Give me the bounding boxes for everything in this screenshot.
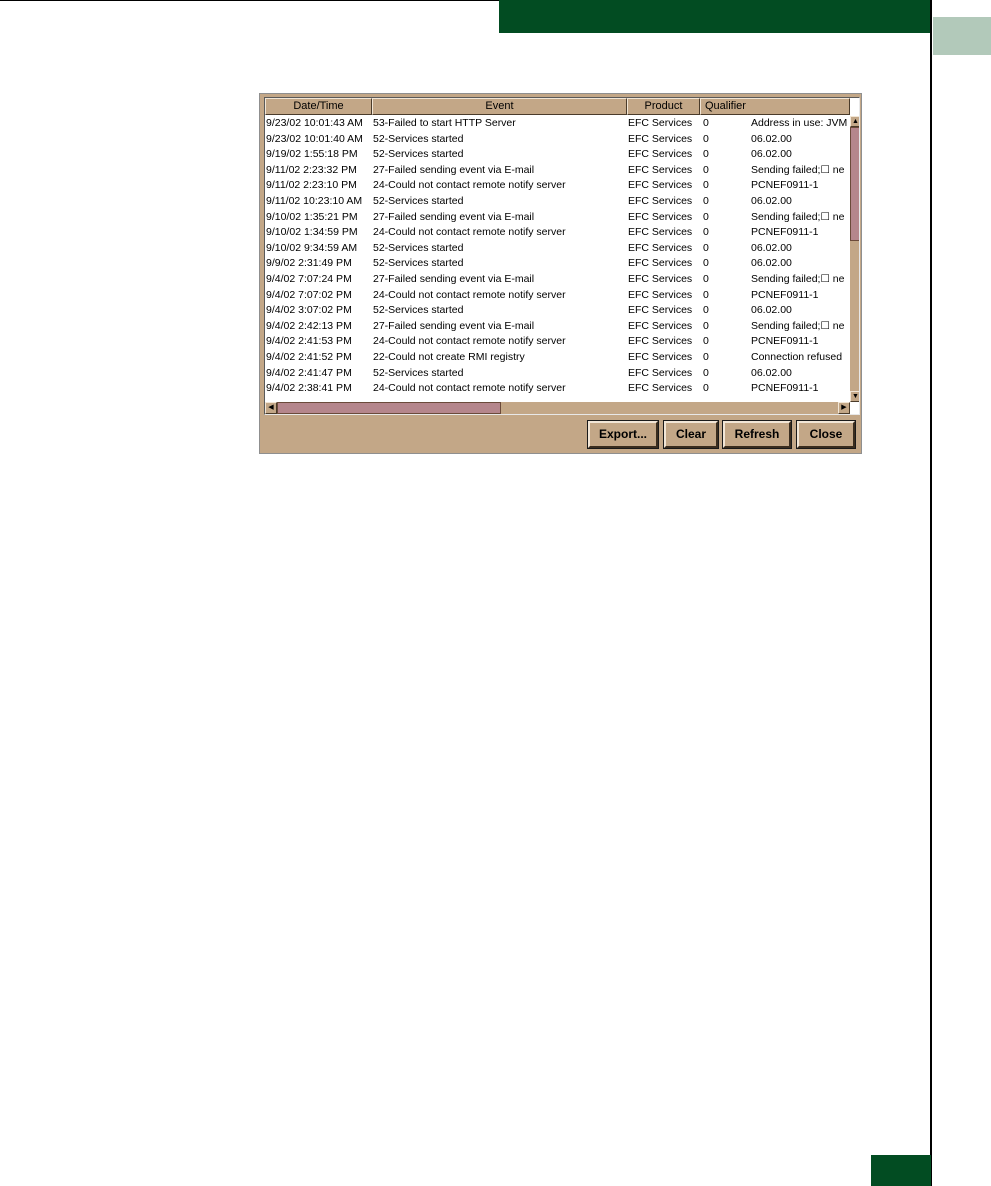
table-row[interactable] — [265, 350, 850, 366]
arrow-up-icon[interactable]: ▲ — [850, 116, 860, 127]
cell-qualifier: 0 — [703, 273, 709, 285]
refresh-button[interactable]: Refresh — [723, 421, 791, 448]
cell-date-time: 9/11/02 2:23:10 PM — [266, 179, 357, 192]
cell-product: EFC Services — [628, 241, 693, 254]
page-footer-block — [871, 1155, 931, 1186]
cell-date-time: 9/23/02 10:01:40 AM — [266, 132, 363, 145]
export-button[interactable]: Export... — [588, 421, 658, 448]
column-header-product[interactable]: Product — [627, 98, 700, 115]
table-row[interactable] — [265, 303, 850, 319]
arrow-right-icon[interactable]: ▶ — [838, 402, 850, 414]
cell-product: EFC Services — [628, 132, 693, 145]
cell-detail: 06.02.00 — [751, 148, 792, 161]
arrow-down-icon[interactable]: ▼ — [850, 391, 860, 402]
table-row[interactable] — [265, 210, 850, 226]
cell-event: 52-Services started — [373, 241, 464, 254]
cell-detail: PCNEF0911-1 — [751, 382, 819, 395]
cell-date-time: 9/4/02 2:41:47 PM — [266, 366, 352, 379]
cell-detail: Connection refused — [751, 351, 843, 363]
table-row[interactable] — [265, 381, 850, 397]
cell-event: 27-Failed sending event via E-mail — [373, 163, 535, 176]
cell-event: 52-Services started — [373, 195, 464, 207]
table-row[interactable] — [265, 272, 850, 288]
cell-date-time: 9/23/02 10:01:43 AM — [266, 117, 363, 129]
cell-qualifier: 0 — [703, 319, 709, 332]
cell-detail: Sending failed;☐ ne — [751, 163, 845, 176]
event-log-table — [264, 97, 860, 415]
chapter-side-tab — [933, 17, 991, 55]
cell-qualifier: 0 — [703, 163, 709, 176]
cell-date-time: 9/9/02 2:31:49 PM — [266, 257, 352, 270]
column-header-qualifier[interactable]: Qualifier — [700, 98, 850, 115]
horizontal-scroll-thumb[interactable] — [277, 402, 501, 414]
cell-event: 27-Failed sending event via E-mail — [373, 273, 535, 285]
cell-date-time: 9/4/02 2:38:41 PM — [266, 382, 352, 395]
cell-event: 24-Could not contact remote notify server — [373, 382, 566, 395]
cell-detail: Sending failed;☐ ne — [751, 273, 845, 285]
table-header — [265, 98, 850, 115]
table-row[interactable] — [265, 319, 850, 335]
vertical-scroll-thumb[interactable] — [850, 127, 860, 241]
cell-qualifier: 0 — [703, 351, 709, 363]
cell-event: 52-Services started — [373, 304, 464, 317]
cell-product: EFC Services — [628, 366, 693, 379]
cell-date-time: 9/19/02 1:55:18 PM — [266, 148, 358, 161]
table-row[interactable] — [265, 178, 850, 194]
cell-product: EFC Services — [628, 210, 693, 223]
table-row[interactable] — [265, 132, 850, 148]
cell-detail: PCNEF0911-1 — [751, 288, 819, 301]
cell-qualifier: 0 — [703, 366, 709, 379]
cell-product: EFC Services — [628, 304, 693, 317]
cell-detail: Sending failed;☐ ne — [751, 319, 845, 332]
cell-qualifier: 0 — [703, 226, 709, 239]
cell-date-time: 9/10/02 1:35:21 PM — [266, 210, 358, 223]
cell-qualifier: 0 — [703, 257, 709, 270]
cell-date-time: 9/11/02 10:23:10 AM — [266, 195, 363, 207]
cell-product: EFC Services — [628, 257, 693, 270]
column-header-date-time[interactable]: Date/Time — [265, 98, 372, 115]
cell-event: 27-Failed sending event via E-mail — [373, 319, 535, 332]
cell-date-time: 9/4/02 2:42:13 PM — [266, 319, 352, 332]
table-row[interactable] — [265, 163, 850, 179]
cell-qualifier: 0 — [703, 288, 709, 301]
cell-product: EFC Services — [628, 335, 693, 348]
scrollbar-corner — [850, 402, 860, 414]
table-row[interactable] — [265, 334, 850, 350]
cell-product: EFC Services — [628, 148, 693, 161]
cell-event: 24-Could not contact remote notify server — [373, 226, 566, 239]
cell-product: EFC Services — [628, 273, 693, 285]
table-row[interactable] — [265, 256, 850, 272]
cell-detail: Address in use: JVM — [751, 117, 848, 129]
arrow-left-icon[interactable]: ◀ — [265, 402, 277, 414]
cell-qualifier: 0 — [703, 241, 709, 254]
cell-date-time: 9/10/02 9:34:59 AM — [266, 241, 358, 254]
event-log-dialog — [259, 93, 862, 454]
cell-event: 24-Could not contact remote notify server — [373, 335, 566, 348]
cell-date-time: 9/4/02 7:07:24 PM — [266, 273, 352, 285]
table-row[interactable] — [265, 116, 850, 132]
cell-product: EFC Services — [628, 288, 693, 301]
cell-date-time: 9/4/02 7:07:02 PM — [266, 288, 352, 301]
cell-detail: PCNEF0911-1 — [751, 335, 819, 348]
horizontal-scrollbar[interactable] — [265, 402, 850, 414]
cell-product: EFC Services — [628, 382, 693, 395]
cell-detail: Sending failed;☐ ne — [751, 210, 845, 223]
cell-event: 24-Could not contact remote notify server — [373, 288, 566, 301]
cell-event: 53-Failed to start HTTP Server — [373, 117, 516, 129]
cell-qualifier: 0 — [703, 148, 709, 161]
table-row[interactable] — [265, 147, 850, 163]
cell-event: 52-Services started — [373, 366, 464, 379]
table-row[interactable] — [265, 288, 850, 304]
cell-detail: 06.02.00 — [751, 304, 792, 317]
cell-detail: PCNEF0911-1 — [751, 179, 819, 192]
cell-qualifier: 0 — [703, 117, 709, 129]
page-header-bar — [499, 0, 931, 33]
cell-event: 52-Services started — [373, 132, 464, 145]
cell-qualifier: 0 — [703, 335, 709, 348]
cell-product: EFC Services — [628, 117, 693, 129]
cell-detail: 06.02.00 — [751, 132, 792, 145]
cell-detail: 06.02.00 — [751, 257, 792, 270]
cell-qualifier: 0 — [703, 304, 709, 317]
cell-product: EFC Services — [628, 179, 693, 192]
cell-product: EFC Services — [628, 351, 693, 363]
table-row[interactable] — [265, 366, 850, 382]
cell-event: 24-Could not contact remote notify server — [373, 179, 566, 192]
cell-date-time: 9/4/02 3:07:02 PM — [266, 304, 352, 317]
cell-product: EFC Services — [628, 163, 693, 176]
cell-detail: 06.02.00 — [751, 195, 792, 207]
cell-date-time: 9/4/02 2:41:52 PM — [266, 351, 352, 363]
table-corner — [850, 98, 860, 115]
cell-date-time: 9/4/02 2:41:53 PM — [266, 335, 352, 348]
cell-event: 27-Failed sending event via E-mail — [373, 210, 535, 223]
cell-product: EFC Services — [628, 195, 693, 207]
cell-detail: 06.02.00 — [751, 366, 792, 379]
table-row[interactable] — [265, 194, 850, 210]
table-row[interactable] — [265, 225, 850, 241]
column-header-event[interactable]: Event — [372, 98, 627, 115]
clear-button[interactable]: Clear — [664, 421, 718, 448]
table-row[interactable] — [265, 241, 850, 257]
page-right-rule — [930, 0, 932, 1186]
cell-product: EFC Services — [628, 226, 693, 239]
cell-event: 52-Services started — [373, 257, 464, 270]
cell-event: 52-Services started — [373, 148, 464, 161]
close-button[interactable]: Close — [797, 421, 855, 448]
cell-qualifier: 0 — [703, 195, 709, 207]
cell-qualifier: 0 — [703, 132, 709, 145]
cell-date-time: 9/11/02 2:23:32 PM — [266, 163, 357, 176]
cell-qualifier: 0 — [703, 210, 709, 223]
cell-detail: PCNEF0911-1 — [751, 226, 819, 239]
cell-detail: 06.02.00 — [751, 241, 792, 254]
cell-event: 22-Could not create RMI registry — [373, 351, 525, 363]
cell-product: EFC Services — [628, 319, 693, 332]
cell-qualifier: 0 — [703, 179, 709, 192]
vertical-scrollbar[interactable] — [850, 116, 860, 402]
cell-qualifier: 0 — [703, 382, 709, 395]
cell-date-time: 9/10/02 1:34:59 PM — [266, 226, 358, 239]
